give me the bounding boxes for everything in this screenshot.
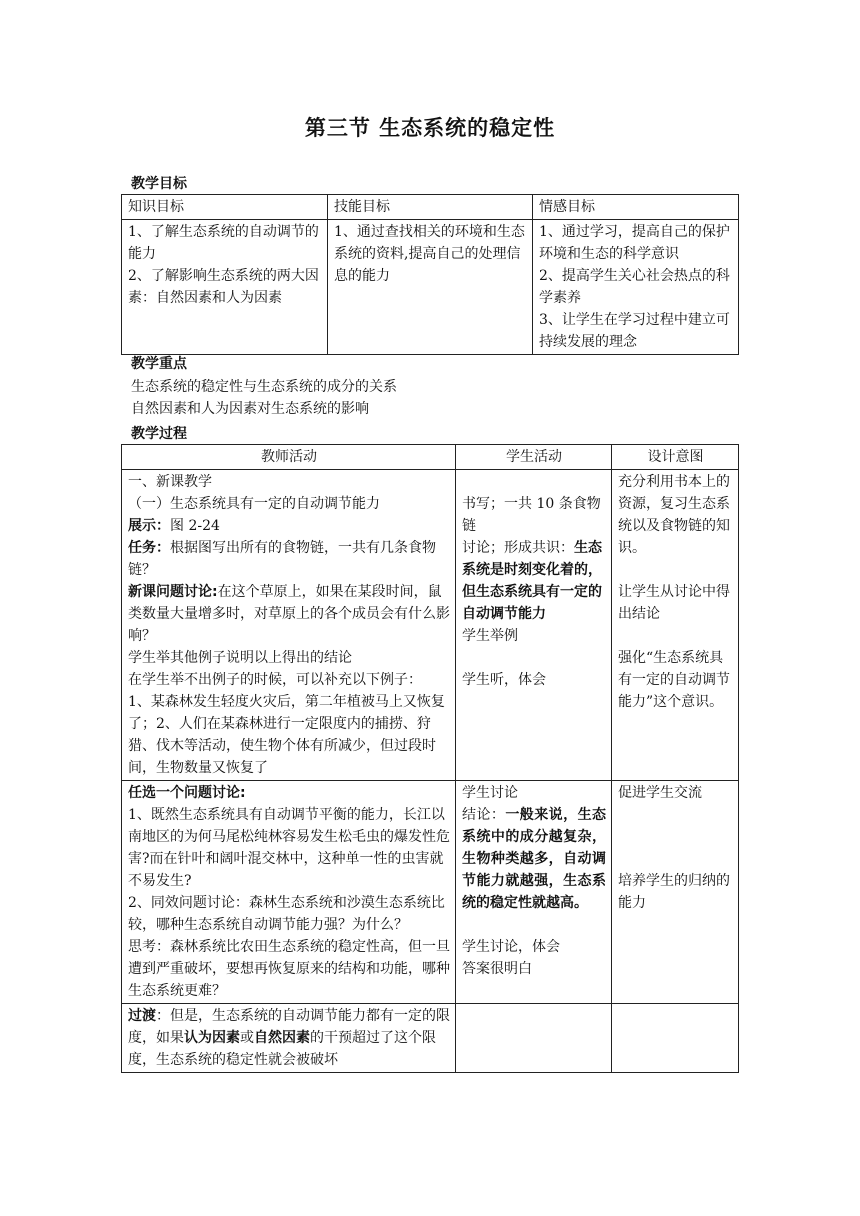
teacher-line: 在学生举不出例子的时候，可以补充以下例子：	[128, 672, 422, 688]
intent-cell	[612, 781, 739, 1004]
header-student: 学生活动	[456, 445, 612, 470]
student-conclusion: 生态系统是时刻变化着的，但生态系统具有一定的自动调节能力	[462, 540, 602, 622]
teacher-line: 思考：森林系统比农田生态系统的稳定性高，但一旦遭到严重破坏，要想再恢复原来的结构和功能，哪种生态系统更难？	[128, 939, 450, 999]
teacher-line	[128, 537, 450, 581]
transition-text: 或	[240, 1030, 254, 1046]
table-row	[122, 781, 739, 1004]
teacher-line	[128, 581, 450, 647]
show-text: 图 2-24	[170, 518, 220, 534]
task-text: 根据图写出所有的食物链，一共有几条食物链？	[128, 540, 436, 578]
student-text: 讨论；形成共识：	[462, 540, 574, 556]
process-heading: 教学过程	[131, 426, 187, 442]
discussion-heading: 任选一个问题讨论:	[128, 785, 246, 801]
teacher-activity-cell	[122, 781, 456, 1004]
teacher-activity-cell	[122, 470, 456, 781]
student-activity-cell	[456, 470, 612, 781]
student-line: 学生讨论	[462, 785, 518, 801]
task-label: 任务：	[128, 540, 170, 556]
intent-line: 让学生从讨论中得出结论	[618, 584, 730, 622]
transition-label: 过渡	[128, 1008, 156, 1024]
table-row	[122, 195, 739, 220]
emotion-item: 1、通过学习，提高自己的保护环境和生态的科学意识	[539, 224, 730, 262]
teacher-line: 一、新课教学	[128, 474, 212, 490]
student-line: 学生讨论，体会	[462, 939, 560, 955]
transition-bold: 认为因素	[184, 1030, 240, 1046]
student-line	[462, 537, 606, 625]
table-row	[122, 220, 739, 355]
table-row	[122, 1004, 739, 1073]
discussion-text: 在这个草原上，如果在某段时间，鼠类数量大量增多时，对草原上的各个成员会有什么影响？	[128, 584, 450, 644]
show-label: 展示：	[128, 518, 170, 534]
header-skills: 技能目标	[328, 195, 533, 220]
teacher-line: 1、既然生态系统具有自动调节平衡的能力，长江以南地区的为何马尾松纯林容易发生松毛虫的爆发性危害?而在针叶和阔叶混交林中，这种单一性的虫害就不易发生?	[128, 807, 450, 889]
intent-line: 充分利用书本上的资源，复习生态系统以及食物链的知识。	[618, 474, 730, 556]
intent-line: 培养学生的归纳的能力	[618, 873, 730, 911]
keypoints-heading: 教学重点	[131, 356, 187, 372]
student-line	[462, 804, 606, 914]
teacher-line	[128, 515, 450, 537]
knowledge-item: 1、了解生态系统的自动调节的能力	[128, 224, 319, 262]
objectives-heading: 教学目标	[131, 176, 187, 192]
teacher-line: 1、某森林发生轻度火灾后，第二年植被马上又恢复了；2、人们在某森林进行一定限度内的捕捞、狩猎、伐木等活动，使生物个体有所减少，但过段时间，生物数量又恢复了	[128, 694, 445, 776]
student-activity-cell	[456, 781, 612, 1004]
header-teacher: 教师活动	[122, 445, 456, 470]
student-line: 学生举例	[462, 628, 518, 644]
header-emotion: 情感目标	[533, 195, 739, 220]
emotion-item: 2、提高学生关心社会热点的科学素养	[539, 268, 730, 306]
discussion-label: 新课问题讨论:	[128, 584, 218, 600]
header-knowledge: 知识目标	[122, 195, 328, 220]
objectives-table	[121, 194, 739, 355]
teacher-line: 学生举其他例子说明以上得出的结论	[128, 650, 352, 666]
intent-line: 强化“生态系统具有一定的自动调节能力”这个意识。	[618, 650, 730, 710]
transition-text: ：但是，生态系统的自动调节能力都有一定的限度，如果	[128, 1008, 450, 1046]
page-title: 第三节 生态系统的稳定性	[304, 116, 556, 140]
skills-item: 1、通过查找相关的环境和生态系统的资料,提高自己的处理信息的能力	[334, 224, 525, 284]
student-line: 书写；一共 10 条食物链	[462, 496, 601, 534]
intent-cell	[612, 1004, 739, 1073]
emotion-cell	[533, 220, 739, 355]
header-intent: 设计意图	[612, 445, 739, 470]
teacher-line: 2、同效问题讨论：森林生态系统和沙漠生态系统比较，哪种生态系统自动调节能力强？为什么？	[128, 895, 445, 933]
skills-cell	[328, 220, 533, 355]
student-line: 答案很明白	[462, 961, 532, 977]
student-text: 结论：	[462, 807, 506, 823]
transition-bold: 自然因素	[254, 1030, 310, 1046]
table-row	[122, 470, 739, 781]
intent-line: 促进学生交流	[618, 785, 702, 801]
knowledge-item: 2、了解影响生态系统的两大因素：自然因素和人为因素	[128, 268, 319, 306]
keypoint-item: 生态系统的稳定性与生态系统的成分的关系	[131, 379, 397, 395]
process-table	[121, 444, 739, 1073]
transition-text: 的干预超过了这个限度，生态系统的稳定性就会被破坏	[128, 1030, 436, 1068]
keypoint-item: 自然因素和人为因素对生态系统的影响	[131, 401, 369, 417]
knowledge-cell	[122, 220, 328, 355]
teacher-line: （一）生态系统具有一定的自动调节能力	[128, 496, 380, 512]
table-row	[122, 445, 739, 470]
emotion-item: 3、让学生在学习过程中建立可持续发展的理念	[539, 312, 730, 350]
teacher-activity-cell	[122, 1004, 456, 1073]
student-activity-cell	[456, 1004, 612, 1073]
intent-cell	[612, 470, 739, 781]
student-conclusion: 一般来说，生态系统中的成分越复杂，生物种类越多，自动调节能力就越强，生态系统的稳定性就越高。	[462, 807, 607, 911]
student-line: 学生听，体会	[462, 672, 546, 688]
